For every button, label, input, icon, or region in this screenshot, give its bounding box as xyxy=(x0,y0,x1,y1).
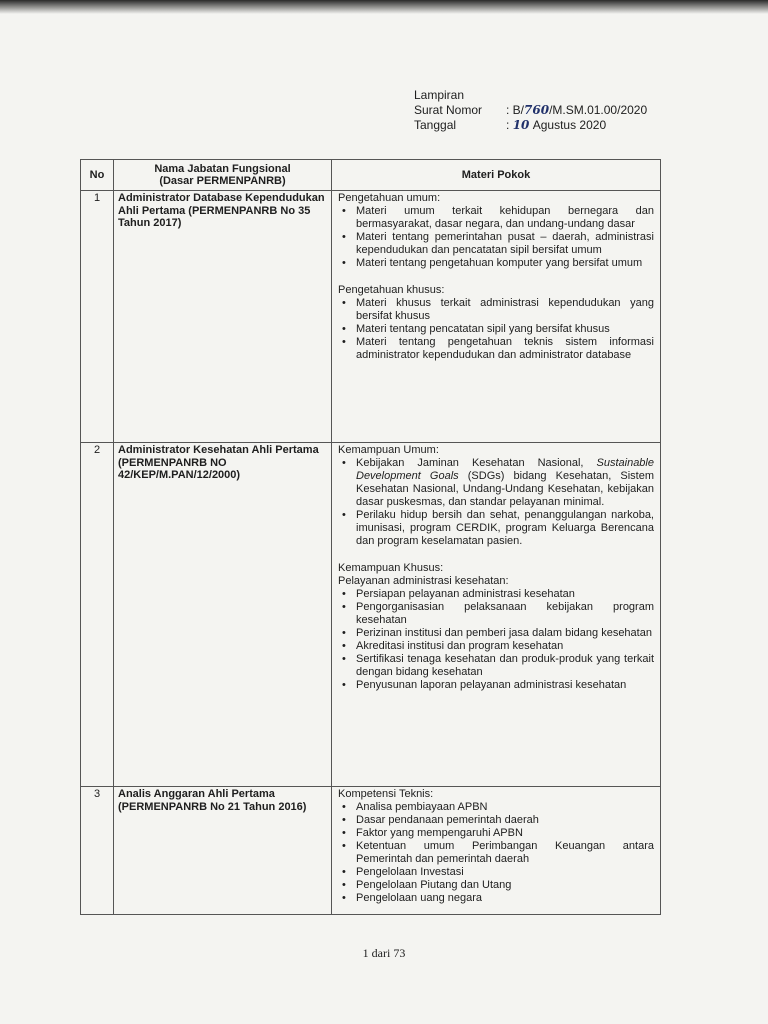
section-title: Pengetahuan khusus: xyxy=(338,284,445,296)
materi-cell xyxy=(332,787,661,915)
jabatan-name: Analis Anggaran Ahli Pertama (PERMENPANRB No 21 Tahun 2016) xyxy=(114,787,332,915)
header-lampiran xyxy=(414,88,647,103)
page-number: 1 dari 73 xyxy=(362,946,406,960)
jabatan-name: Administrator Database Kependudukan Ahli Pertama (PERMENPANRB No 35 Tahun 2017) xyxy=(114,191,332,443)
row-number: 3 xyxy=(81,787,114,915)
table-row xyxy=(81,443,661,787)
list-item xyxy=(356,457,654,509)
header-surat-nomor xyxy=(414,103,647,118)
list-item: • Materi tentang pengetahuan komputer yang bersifat umum xyxy=(356,257,654,270)
row-number: 1 xyxy=(81,191,114,443)
table-header-row xyxy=(81,160,661,191)
materi-cell xyxy=(332,443,661,787)
list-item-emphasis: Sustainable Development Goals xyxy=(356,457,654,482)
list-item: • Dasar pendanaan pemerintah daerah xyxy=(356,814,654,827)
header-nama-jabatan xyxy=(114,160,332,191)
surat-nomor-prefix: : B/ xyxy=(506,103,525,117)
jabatan-name xyxy=(114,443,332,787)
materi-list xyxy=(338,801,654,905)
table-row xyxy=(81,787,661,915)
surat-nomor-suffix: /M.SM.01.00/2020 xyxy=(549,103,648,117)
list-item: • Perilaku hidup bersih dan sehat, penanggulangan narkoba, imunisasi, program CERDIK, program Keluarga Berencana dan program keselamatan pasien. xyxy=(356,509,654,548)
materi-list xyxy=(338,588,654,692)
letter-header xyxy=(414,88,647,133)
list-item-pre: Kebijakan Jaminan Kesehatan Nasional, xyxy=(356,457,584,469)
header-no: No xyxy=(81,160,114,191)
materi-list xyxy=(338,205,654,270)
header-materi-pokok: Materi Pokok xyxy=(332,160,661,191)
surat-nomor-handwritten: 760 xyxy=(524,103,550,117)
section-title: Pengetahuan umum: xyxy=(338,192,441,204)
list-item: • Pengorganisasian pelaksanaan kebijakan program kesehatan xyxy=(356,601,654,627)
tanggal-month-year: Agustus 2020 xyxy=(532,118,607,132)
list-item: • Penyusunan laporan pelayanan administrasi kesehatan xyxy=(356,679,654,692)
list-item: • Perizinan institusi dan pemberi jasa dalam bidang kesehatan xyxy=(356,627,654,640)
section-title: Kompetensi Teknis: xyxy=(338,788,434,800)
scan-top-edge xyxy=(0,0,768,14)
list-item: • Analisa pembiayaan APBN xyxy=(356,801,654,814)
header-nama-line1: Nama Jabatan Fungsional xyxy=(154,163,291,175)
tanggal-colon: : xyxy=(506,118,510,132)
list-item: • Faktor yang mempengaruhi APBN xyxy=(356,827,654,840)
list-item: • Materi tentang pemerintahan pusat – daerah, administrasi kependudukan dan pencatatan sipil bersifat umum xyxy=(356,231,654,257)
list-item: • Akreditasi institusi dan program kesehatan xyxy=(356,640,654,653)
list-item: • Materi tentang pengetahuan teknis sistem informasi administrator kependudukan dan administrator database xyxy=(356,336,654,362)
materi-list xyxy=(338,297,654,362)
table-row xyxy=(81,191,661,443)
jabatan-name-line2: (PERMENPANRB NO 42/KEP/M.PAN/12/2000) xyxy=(118,456,241,481)
list-item-post: (SDGs) bidang Kesehatan, Sistem Kesehatan Nasional, Undang-Undang Kesehatan, kebijakan dasar puskesmas, dan standar pelayanan minimal. xyxy=(356,470,654,508)
tanggal-handwritten-day: 10 xyxy=(512,118,530,132)
list-item: • Sertifikasi tenaga kesehatan dan produk-produk yang terkait dengan bidang kesehatan xyxy=(356,653,654,679)
list-item: • Materi tentang pencatatan sipil yang bersifat khusus xyxy=(356,323,654,336)
lampiran-label: Lampiran xyxy=(414,88,465,102)
materi-list xyxy=(338,457,654,548)
tanggal-label: Tanggal xyxy=(414,118,457,132)
jabatan-name-line1: Administrator Kesehatan Ahli Pertama xyxy=(118,444,319,456)
list-item: • Pengelolaan Investasi xyxy=(356,866,654,879)
list-item: • Materi khusus terkait administrasi kependudukan yang bersifat khusus xyxy=(356,297,654,323)
header-tanggal xyxy=(414,118,647,133)
section-title: Kemampuan Khusus: xyxy=(338,562,444,574)
header-nama-line2: (Dasar PERMENPANRB) xyxy=(159,175,286,187)
section-title: Kemampuan Umum: xyxy=(338,444,439,456)
list-item: • Persiapan pelayanan administrasi kesehatan xyxy=(356,588,654,601)
materi-table xyxy=(80,159,661,915)
list-item: • Materi umum terkait kehidupan bernegara dan bermasyarakat, dasar negara, dan undang-undang dasar xyxy=(356,205,654,231)
section-subtitle: Pelayanan administrasi kesehatan: xyxy=(338,575,509,587)
row-number: 2 xyxy=(81,443,114,787)
list-item: • Pengelolaan Piutang dan Utang xyxy=(356,879,654,892)
surat-nomor-label: Surat Nomor xyxy=(414,103,483,117)
list-item: • Pengelolaan uang negara xyxy=(356,892,654,905)
materi-cell xyxy=(332,191,661,443)
list-item: • Ketentuan umum Perimbangan Keuangan antara Pemerintah dan pemerintah daerah xyxy=(356,840,654,866)
